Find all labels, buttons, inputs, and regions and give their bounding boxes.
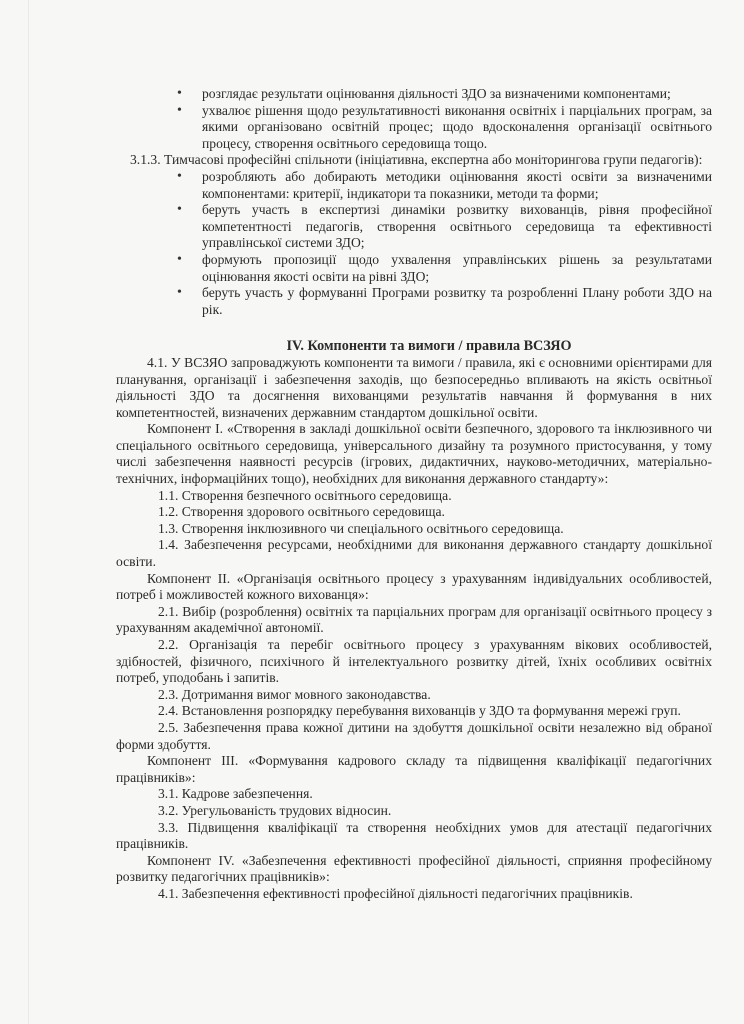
component-4-title: Компонент IV. «Забезпечення ефективності професійної діяльності, сприяння професійному розвитку педагогічних працівників»:: [116, 852, 712, 885]
component-2-item: 2.4. Встановлення розпорядку перебування вихованців у ЗДО та формування мережі груп.: [158, 703, 681, 719]
list-item: • розробляють або добирають методики оцінювання якості освіти за визначеними компонентами: критерії, індикатори та показники, методи та форми;: [108, 169, 712, 202]
component-4-item: 4.1. Забезпечення ефективності професійної діяльності педагогічних працівників.: [158, 885, 633, 901]
list-item: • формують пропозиції щодо ухвалення управлінських рішень за результатами оцінювання якості освіти на рівні ЗДО;: [108, 252, 712, 285]
document-body: [116, 86, 712, 903]
component-2-item: 2.5. Забезпечення права кожної дитини на здобуття дошкільної освіти незалежно від обраної форми здобуття.: [116, 719, 712, 752]
component-3-item: 3.3. Підвищення кваліфікації та створення необхідних умов для атестації педагогічних працівників.: [116, 819, 712, 852]
component-2-item: 2.2. Організація та перебіг освітнього процесу з урахуванням вікових особливостей, здібностей, фізичного, психічного й інтелектуального розвитку дітей, їхніх особливих освітніх потреб, уподобань і запитів.: [116, 637, 712, 686]
component-1-item: 1.2. Створення здорового освітнього середовища.: [158, 504, 445, 520]
component-1-item: 1.4. Забезпечення ресурсами, необхідними для виконання державного стандарту дошкільної освіти.: [116, 537, 712, 570]
list-item: • розглядає результати оцінювання діяльності ЗДО за визначеними компонентами;: [108, 86, 712, 103]
section-heading: IV. Компоненти та вимоги / правила ВСЗЯО: [286, 338, 572, 355]
component-2-item: 2.3. Дотримання вимог мовного законодавства.: [158, 686, 431, 702]
paragraph-4-1: 4.1. У ВСЗЯО запроваджують компоненти та вимоги / правила, які є основними орієнтирами для планування, організації і забезпечення заходів, що безпосередньо впливають на якість освітньої діяльності ЗДО та досягнення вихованцями результатів навчання й формування в них компетентностей, визначених державним стандартом дошкільної освіти.: [116, 354, 712, 420]
list-item: • беруть участь в експертизі динаміки розвитку вихованців, рівня професійної компетентності педагогів, створення освітнього середовища та ефективності управлінської системи ЗДО;: [108, 202, 712, 252]
component-3-title: Компонент ІІІ. «Формування кадрового складу та підвищення кваліфікації педагогічних працівників»:: [116, 753, 712, 785]
component-2-item: 2.1. Вибір (розроблення) освітніх та парціальних програм для організації освітнього процесу з урахуванням академічної автономії.: [116, 603, 712, 636]
bullet-list-top: [108, 86, 712, 152]
list-item: • ухвалює рішення щодо результативності виконання освітніх і парціальних програм, за якими організовано освітній процес; щодо вдосконалення організації освітнього процесу, створення освітнього середовища тощо.: [108, 103, 712, 153]
component-3-item: 3.1. Кадрове забезпечення.: [158, 786, 313, 802]
component-2-title: Компонент ІІ. «Організація освітнього процесу з урахуванням індивідуальних особливостей, потреб і можливостей кожного вихованця»:: [116, 570, 712, 603]
bullet-list-3-1-3: [108, 169, 712, 318]
scan-edge-line: [28, 0, 29, 1024]
component-1-item: 1.1. Створення безпечного освітнього середовища.: [158, 487, 452, 503]
section-3-1-3: 3.1.3. Тимчасові професійні спільноти (ініціативна, експертна або моніторингова групи педагогів):: [130, 152, 703, 168]
component-3-item: 3.2. Урегульованість трудових відносин.: [158, 802, 392, 818]
component-1-title: Компонент І. «Створення в закладі дошкільної освіти безпечного, здорового та інклюзивного чи спеціального освітнього середовища, універсального дизайну та розумного пристосування, у тому числі забезпечення наявності ресурсів (ігрових, дидактичних, науково-методичних, матеріально-технічних, інформаційних тощо), необхідних для виконання державного стандарту»:: [116, 421, 712, 487]
component-1-item: 1.3. Створення інклюзивного чи спеціального освітнього середовища.: [158, 520, 564, 536]
list-item: • беруть участь у формуванні Програми розвитку та розробленні Плану роботи ЗДО на рік.: [108, 285, 712, 318]
